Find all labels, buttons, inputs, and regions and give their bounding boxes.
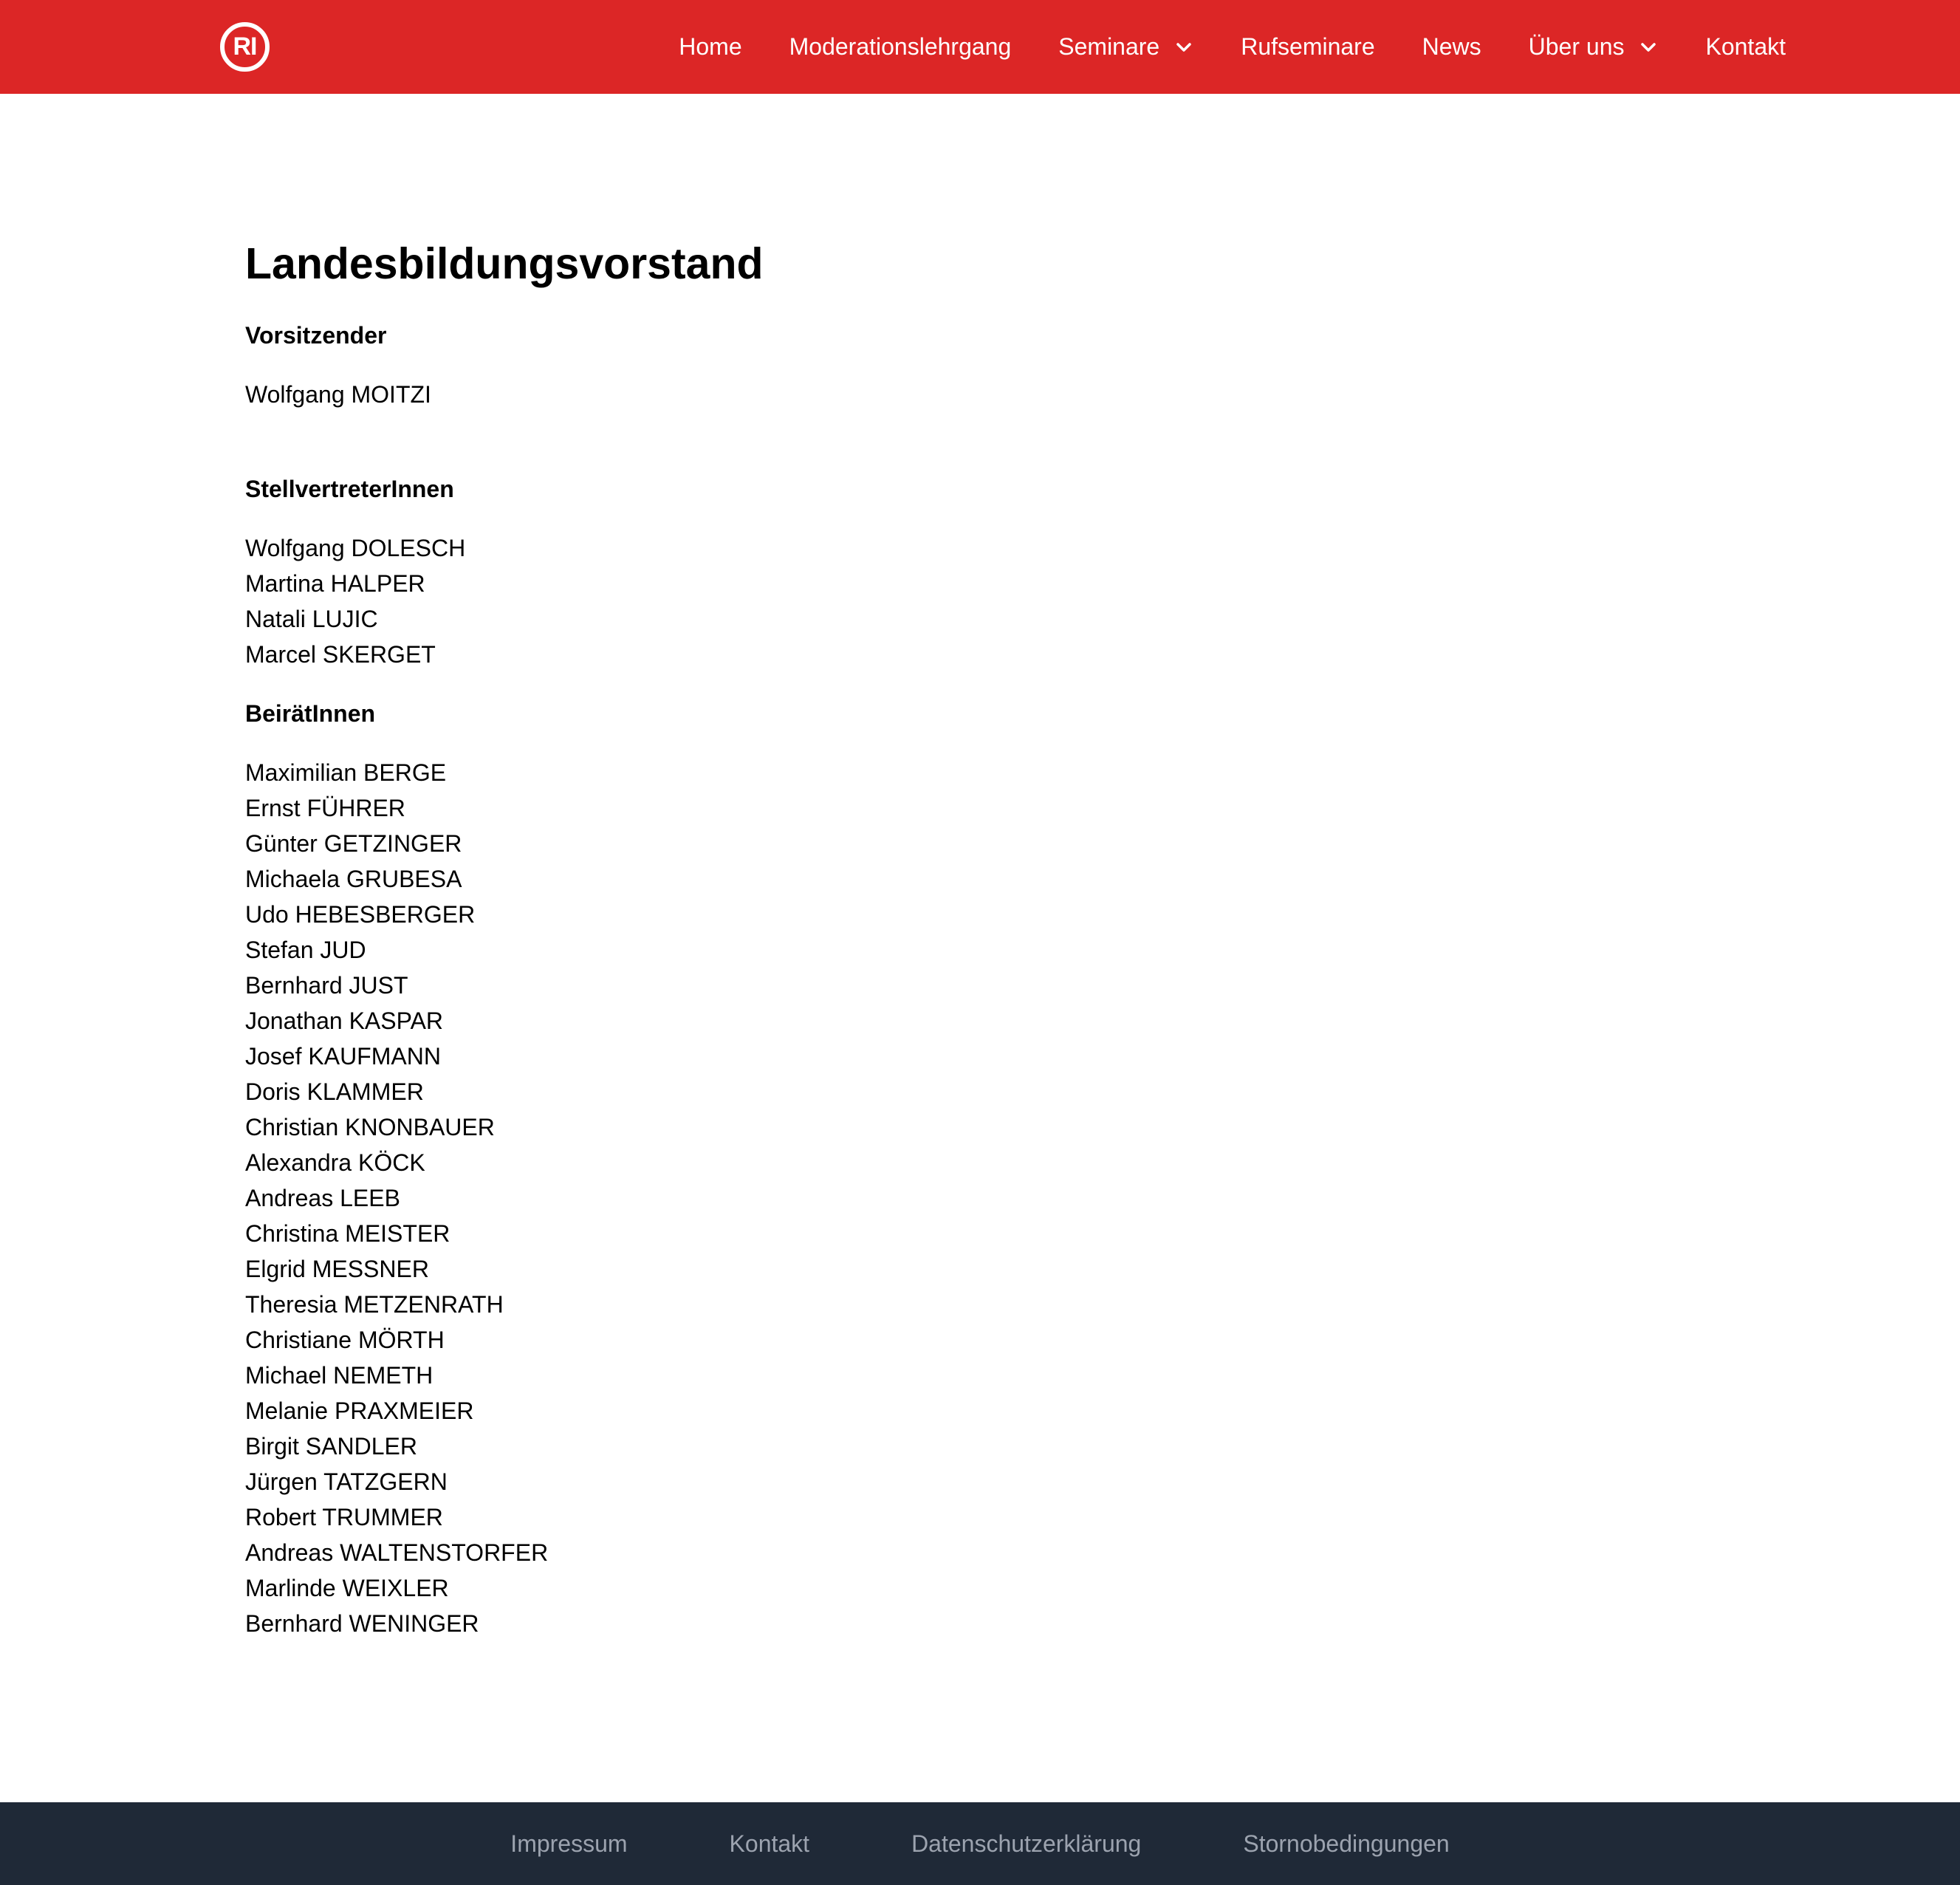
list-item: Marcel SKERGET — [245, 641, 436, 668]
list-item: Christiane MÖRTH — [245, 1327, 445, 1353]
list-item: Maximilian BERGE — [245, 759, 447, 786]
footer-link-kontakt[interactable]: Kontakt — [729, 1830, 810, 1857]
site-footer — [0, 1802, 1960, 1885]
list-item: Josef KAUFMANN — [245, 1043, 441, 1070]
list-item: Andreas WALTENSTORFER — [245, 1539, 549, 1566]
logo-icon[interactable] — [220, 22, 270, 72]
name-list-deputies — [245, 530, 1279, 672]
list-item: Natali LUJIC — [245, 606, 378, 632]
list-item: Michael NEMETH — [245, 1362, 434, 1389]
site-header — [0, 0, 1960, 94]
list-item: Christian KNONBAUER — [245, 1114, 495, 1140]
nav-home-label: Home — [679, 33, 742, 60]
nav-rufseminare-label: Rufseminare — [1241, 33, 1375, 60]
list-item: Martina HALPER — [245, 570, 425, 597]
list-item: Jonathan KASPAR — [245, 1008, 444, 1034]
logo-text: RI — [233, 32, 257, 61]
section-chair — [245, 318, 1279, 412]
list-item: Birgit SANDLER — [245, 1433, 417, 1460]
list-item: Marlinde WEIXLER — [245, 1575, 449, 1601]
chevron-down-icon — [1174, 38, 1193, 57]
list-item: Christina MEISTER — [245, 1220, 450, 1247]
nav-rufseminare[interactable] — [1241, 33, 1374, 61]
footer-nav — [0, 1802, 1960, 1885]
main-content — [245, 238, 1279, 1641]
list-item: Stefan JUD — [245, 937, 366, 963]
section-deputies — [245, 471, 1279, 672]
footer-link-impressum[interactable]: Impressum — [510, 1830, 628, 1857]
section-heading-advisors: BeirätInnen — [245, 700, 376, 727]
list-item: Andreas LEEB — [245, 1185, 400, 1211]
list-item: Melanie PRAXMEIER — [245, 1398, 474, 1424]
nav-moderationslehrgang-label: Moderationslehrgang — [789, 33, 1012, 60]
list-item: Alexandra KÖCK — [245, 1149, 425, 1176]
list-item: Bernhard JUST — [245, 972, 408, 999]
main-nav — [679, 0, 1786, 94]
nav-ueber-uns[interactable] — [1529, 33, 1659, 61]
nav-kontakt[interactable] — [1705, 33, 1786, 61]
name-list-chair — [245, 377, 1279, 412]
footer-link-storno[interactable]: Stornobedingungen — [1243, 1830, 1450, 1857]
list-item: Udo HEBESBERGER — [245, 901, 476, 928]
nav-moderationslehrgang[interactable] — [789, 33, 1012, 61]
list-item: Wolfgang DOLESCH — [245, 535, 466, 561]
section-advisors — [245, 696, 1279, 1641]
list-item: Bernhard WENINGER — [245, 1610, 479, 1637]
list-item: Doris KLAMMER — [245, 1078, 424, 1105]
list-item: Robert TRUMMER — [245, 1504, 443, 1530]
list-item: Ernst FÜHRER — [245, 795, 405, 821]
chevron-down-icon — [1639, 38, 1658, 57]
name-list-advisors — [245, 755, 1279, 1641]
list-item: Jürgen TATZGERN — [245, 1468, 448, 1495]
nav-kontakt-label: Kontakt — [1705, 33, 1786, 60]
section-heading-chair: Vorsitzender — [245, 322, 387, 349]
nav-news-label: News — [1422, 33, 1481, 60]
page-title: Landesbildungsvorstand — [245, 239, 764, 288]
nav-news[interactable] — [1422, 33, 1481, 61]
list-item: Michaela GRUBESA — [245, 866, 462, 892]
section-heading-deputies: StellvertreterInnen — [245, 476, 454, 502]
list-item: Elgrid MESSNER — [245, 1256, 429, 1282]
nav-seminare-label: Seminare — [1058, 33, 1160, 60]
list-item: Theresia METZENRATH — [245, 1291, 504, 1318]
nav-seminare[interactable] — [1058, 33, 1193, 61]
footer-link-datenschutz[interactable]: Datenschutzerklärung — [911, 1830, 1142, 1857]
nav-ueber-uns-label: Über uns — [1528, 33, 1625, 60]
nav-home[interactable] — [679, 33, 741, 61]
list-item: Wolfgang MOITZI — [245, 381, 431, 408]
list-item: Günter GETZINGER — [245, 830, 462, 857]
